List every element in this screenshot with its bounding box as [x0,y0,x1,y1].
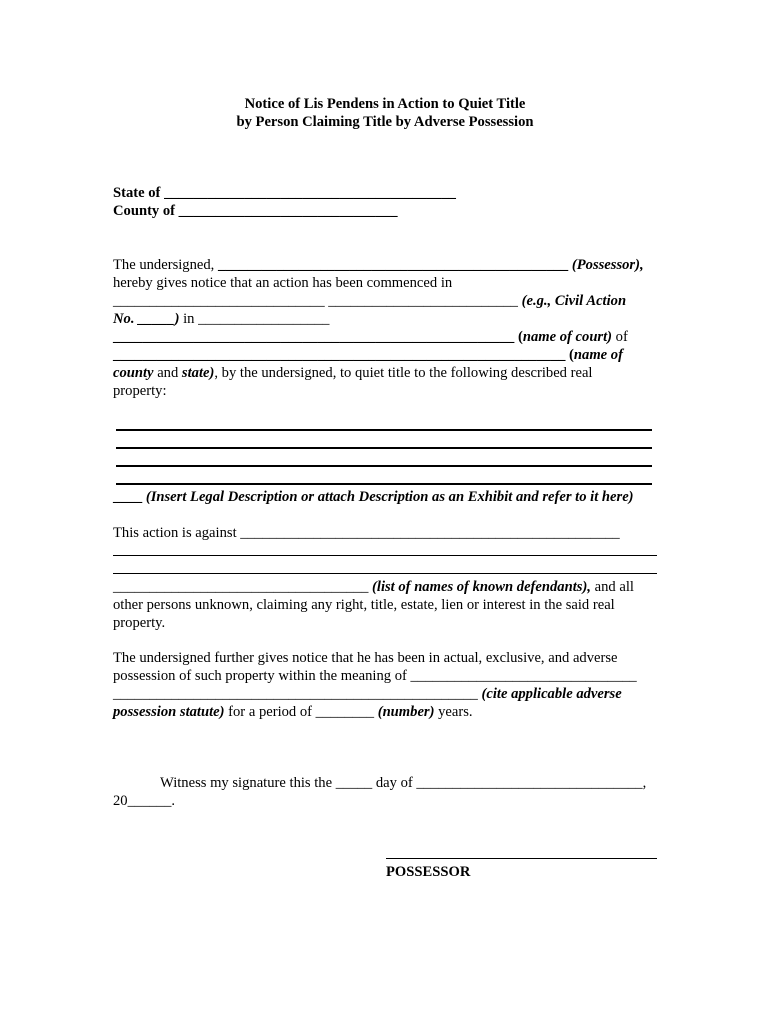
legal-blank: ____ [113,489,143,505]
text: and [153,365,182,381]
civil-action-no-label: No. _____) [113,311,180,327]
legal-description-line [116,465,652,467]
text: , by the undersigned, to quiet title to the following described real [214,365,593,381]
adverse-line-4 [113,703,473,721]
signature-line [386,858,657,859]
notice-line-1 [113,256,644,274]
text: for a period of ________ [224,704,378,720]
defendants-blank: ___________________________________ [113,579,369,595]
text: years. [434,704,473,720]
adverse-line-1: The undersigned further gives notice that he has been in actual, exclusive, and adverse [113,650,618,666]
notice-line-6 [113,346,623,364]
county-label: county [113,365,154,381]
defendants-label: (list of names of known defendants), [368,579,591,595]
court-blanks: _____________________________ __________________________ [113,293,522,309]
defendants-line [113,573,657,574]
state-label: state) [181,365,215,381]
against-line-5: other persons unknown, claiming any right, title, estate, lien or interest in the said real [113,597,615,613]
notice-line-3 [113,292,626,310]
civil-action-label: (e.g., Civil Action [521,293,627,309]
notice-line-8: property: [113,383,167,399]
text: in __________________ [179,311,330,327]
notice-line-7 [113,364,593,382]
state-line: State of ________________________________________ [113,185,456,201]
legal-description-line [116,429,652,431]
notice-line-2: hereby gives notice that an action has been commenced in [113,275,453,291]
legal-description-line [116,447,652,449]
notice-line-5 [113,328,628,346]
county-line: County of ______________________________ [113,203,398,219]
county-state-label: name of [573,347,623,363]
notice-line-4 [113,310,329,328]
against-line-6: property. [113,615,166,631]
court-name-blank: _______________________________________________________ ( [113,329,523,345]
text: and all [590,579,634,595]
witness-line-1: Witness my signature this the _____ day of _______________________________, [160,775,647,791]
county-state-blank: ______________________________________________________________ ( [113,347,574,363]
against-line-1: This action is against ____________________________________________________ [113,525,620,541]
possessor-label: (Possessor), [568,257,644,273]
statute-label: (cite applicable adverse [477,686,622,702]
document-title-line-2: by Person Claiming Title by Adverse Possession [236,114,534,130]
adverse-line-2: possession of such property within the meaning of _______________________________ [113,668,637,684]
possessor-signature-label: POSSESSOR [386,864,471,880]
legal-description-line [116,483,652,485]
witness-line-2: 20______. [113,793,176,809]
court-name-label: name of court) [522,329,613,345]
text: of [612,329,628,345]
text: The undersigned, [113,257,218,273]
adverse-line-3 [113,685,622,703]
statute-label-cont: possession statute) [113,704,225,720]
statute-blank: __________________________________________________ [113,686,478,702]
number-label: (number) [377,704,435,720]
against-line-4 [113,578,634,596]
defendants-line [113,555,657,556]
legal-description-note [113,488,634,506]
possessor-blank: ________________________________________________ [217,257,569,273]
document-title-line-1: Notice of Lis Pendens in Action to Quiet Title [244,96,526,112]
legal-note-text: (Insert Legal Description or attach Description as an Exhibit and refer to it here) [142,489,634,505]
